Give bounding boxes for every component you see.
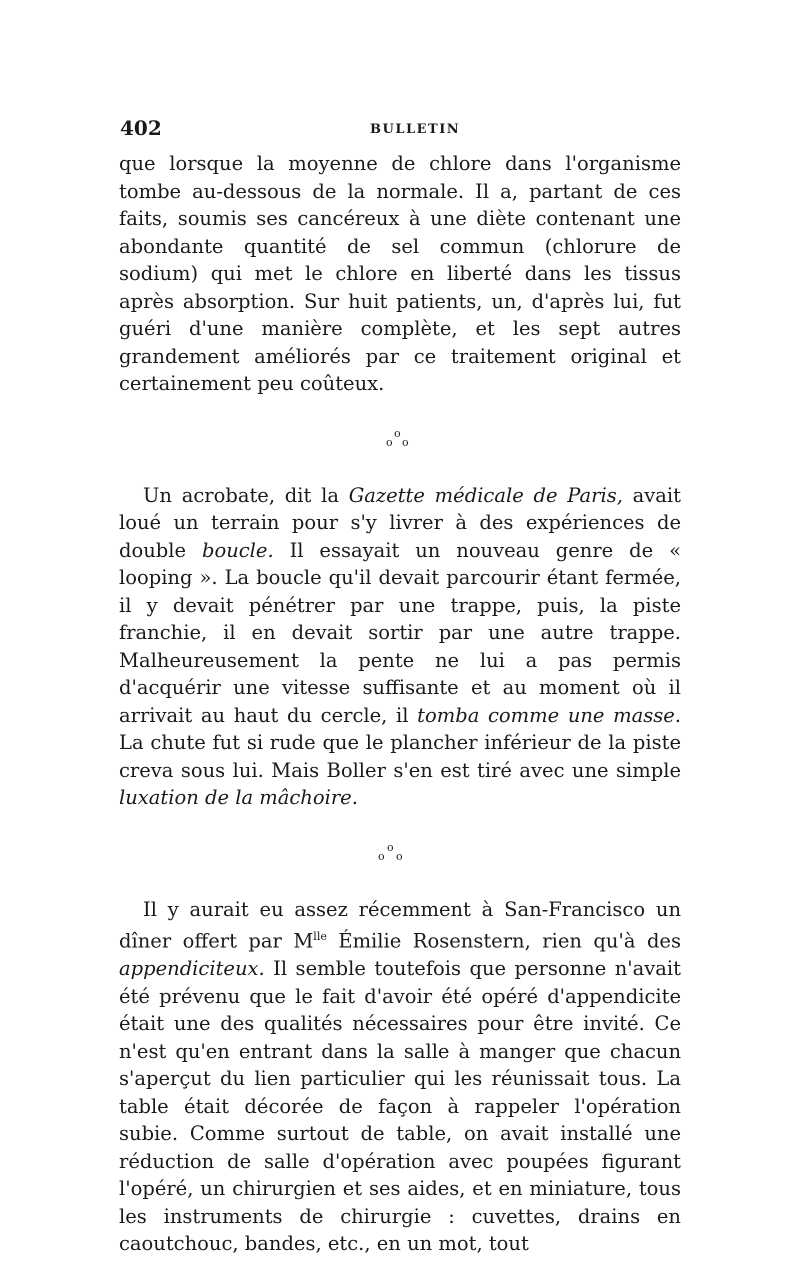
italic-text: appendiciteux. (119, 957, 265, 980)
text-run: Un acrobate, dit la (143, 483, 349, 507)
text-run: Il essayait un nouveau genre de « looping ». La boucle qu'il devait parcourir étant fermée, il y devait pénétrer par une trappe, puis, la piste franchie, il en devait sortir par une autre trappe. Malheureusement la pente ne lui a pas permis d'acquérir une vitesse suffisante et au moment où il arrivait au haut du cercle, il (119, 538, 681, 727)
paragraph-acrobate (119, 482, 681, 812)
section-separator (119, 412, 681, 468)
text-run: Il y aurait eu assez récemment à San-Francisco un dîner offert par M (119, 897, 681, 953)
text-run: que lorsque la moyenne de chlore dans l'organisme tombe au-dessous de la normale. Il a, partant de ces faits, soumis ses cancéreux à une diète contenant une abondante quantité de sel commun (chlorure de sodium) qui met le chlore en liberté dans les tissus après absorption. Sur huit patients, un, d'après lui, fut guéri d'une manière complète, et les sept autres grandement améliorés par ce traitement original et certainement peu coûteux. (119, 152, 681, 395)
separator-dot: o (396, 849, 403, 863)
paragraph-chlorure (119, 150, 681, 398)
section-separator (119, 826, 681, 882)
separator-dot: o (378, 849, 385, 863)
paragraph-diner (119, 896, 681, 1258)
text-run: La chute fut si rude que le plancher inférieur de la piste creva sous lui. Mais Boller s'en est tiré avec une simple (119, 731, 681, 782)
page-header (120, 116, 680, 146)
superscript-text: lle (313, 930, 327, 943)
page-number: 402 (120, 116, 162, 140)
italic-text: Gazette médicale de Paris, (348, 483, 623, 507)
separator-dot: o (402, 435, 409, 449)
text-run: Il semble toutefois que personne n'avait été prévenu que le fait d'avoir été opéré d'appendicite était une des qualités nécessaires pour être invité. Ce n'est qu'en entrant dans la salle à manger que chacun s'aperçut du lien particulier qui les réunissait tous. La table était décorée de façon à rappeler l'opération subie. Comme surtout de table, on avait installé une réduction de salle d'opération avec poupées figurant l'opéré, un chirurgien et ses aides, et en miniature, tous les instruments de chirurgie : cuvettes, drains en caoutchouc, bandes, etc., en un mot, tout (119, 957, 681, 1255)
italic-text: tomba comme une masse. (417, 703, 682, 727)
separator-dot: o (394, 426, 401, 440)
text-run: avait loué un terrain pour s'y livrer à des expériences de double (119, 483, 681, 562)
separator-dot: o (387, 840, 394, 854)
italic-text: boucle. (201, 538, 274, 562)
italic-text: luxation de la mâchoire. (119, 786, 358, 809)
body-text (119, 150, 681, 1258)
running-head: BULLETIN (370, 122, 461, 137)
text-run: Émilie Rosenstern, rien qu'à des (326, 929, 681, 953)
separator-dot: o (386, 435, 393, 449)
